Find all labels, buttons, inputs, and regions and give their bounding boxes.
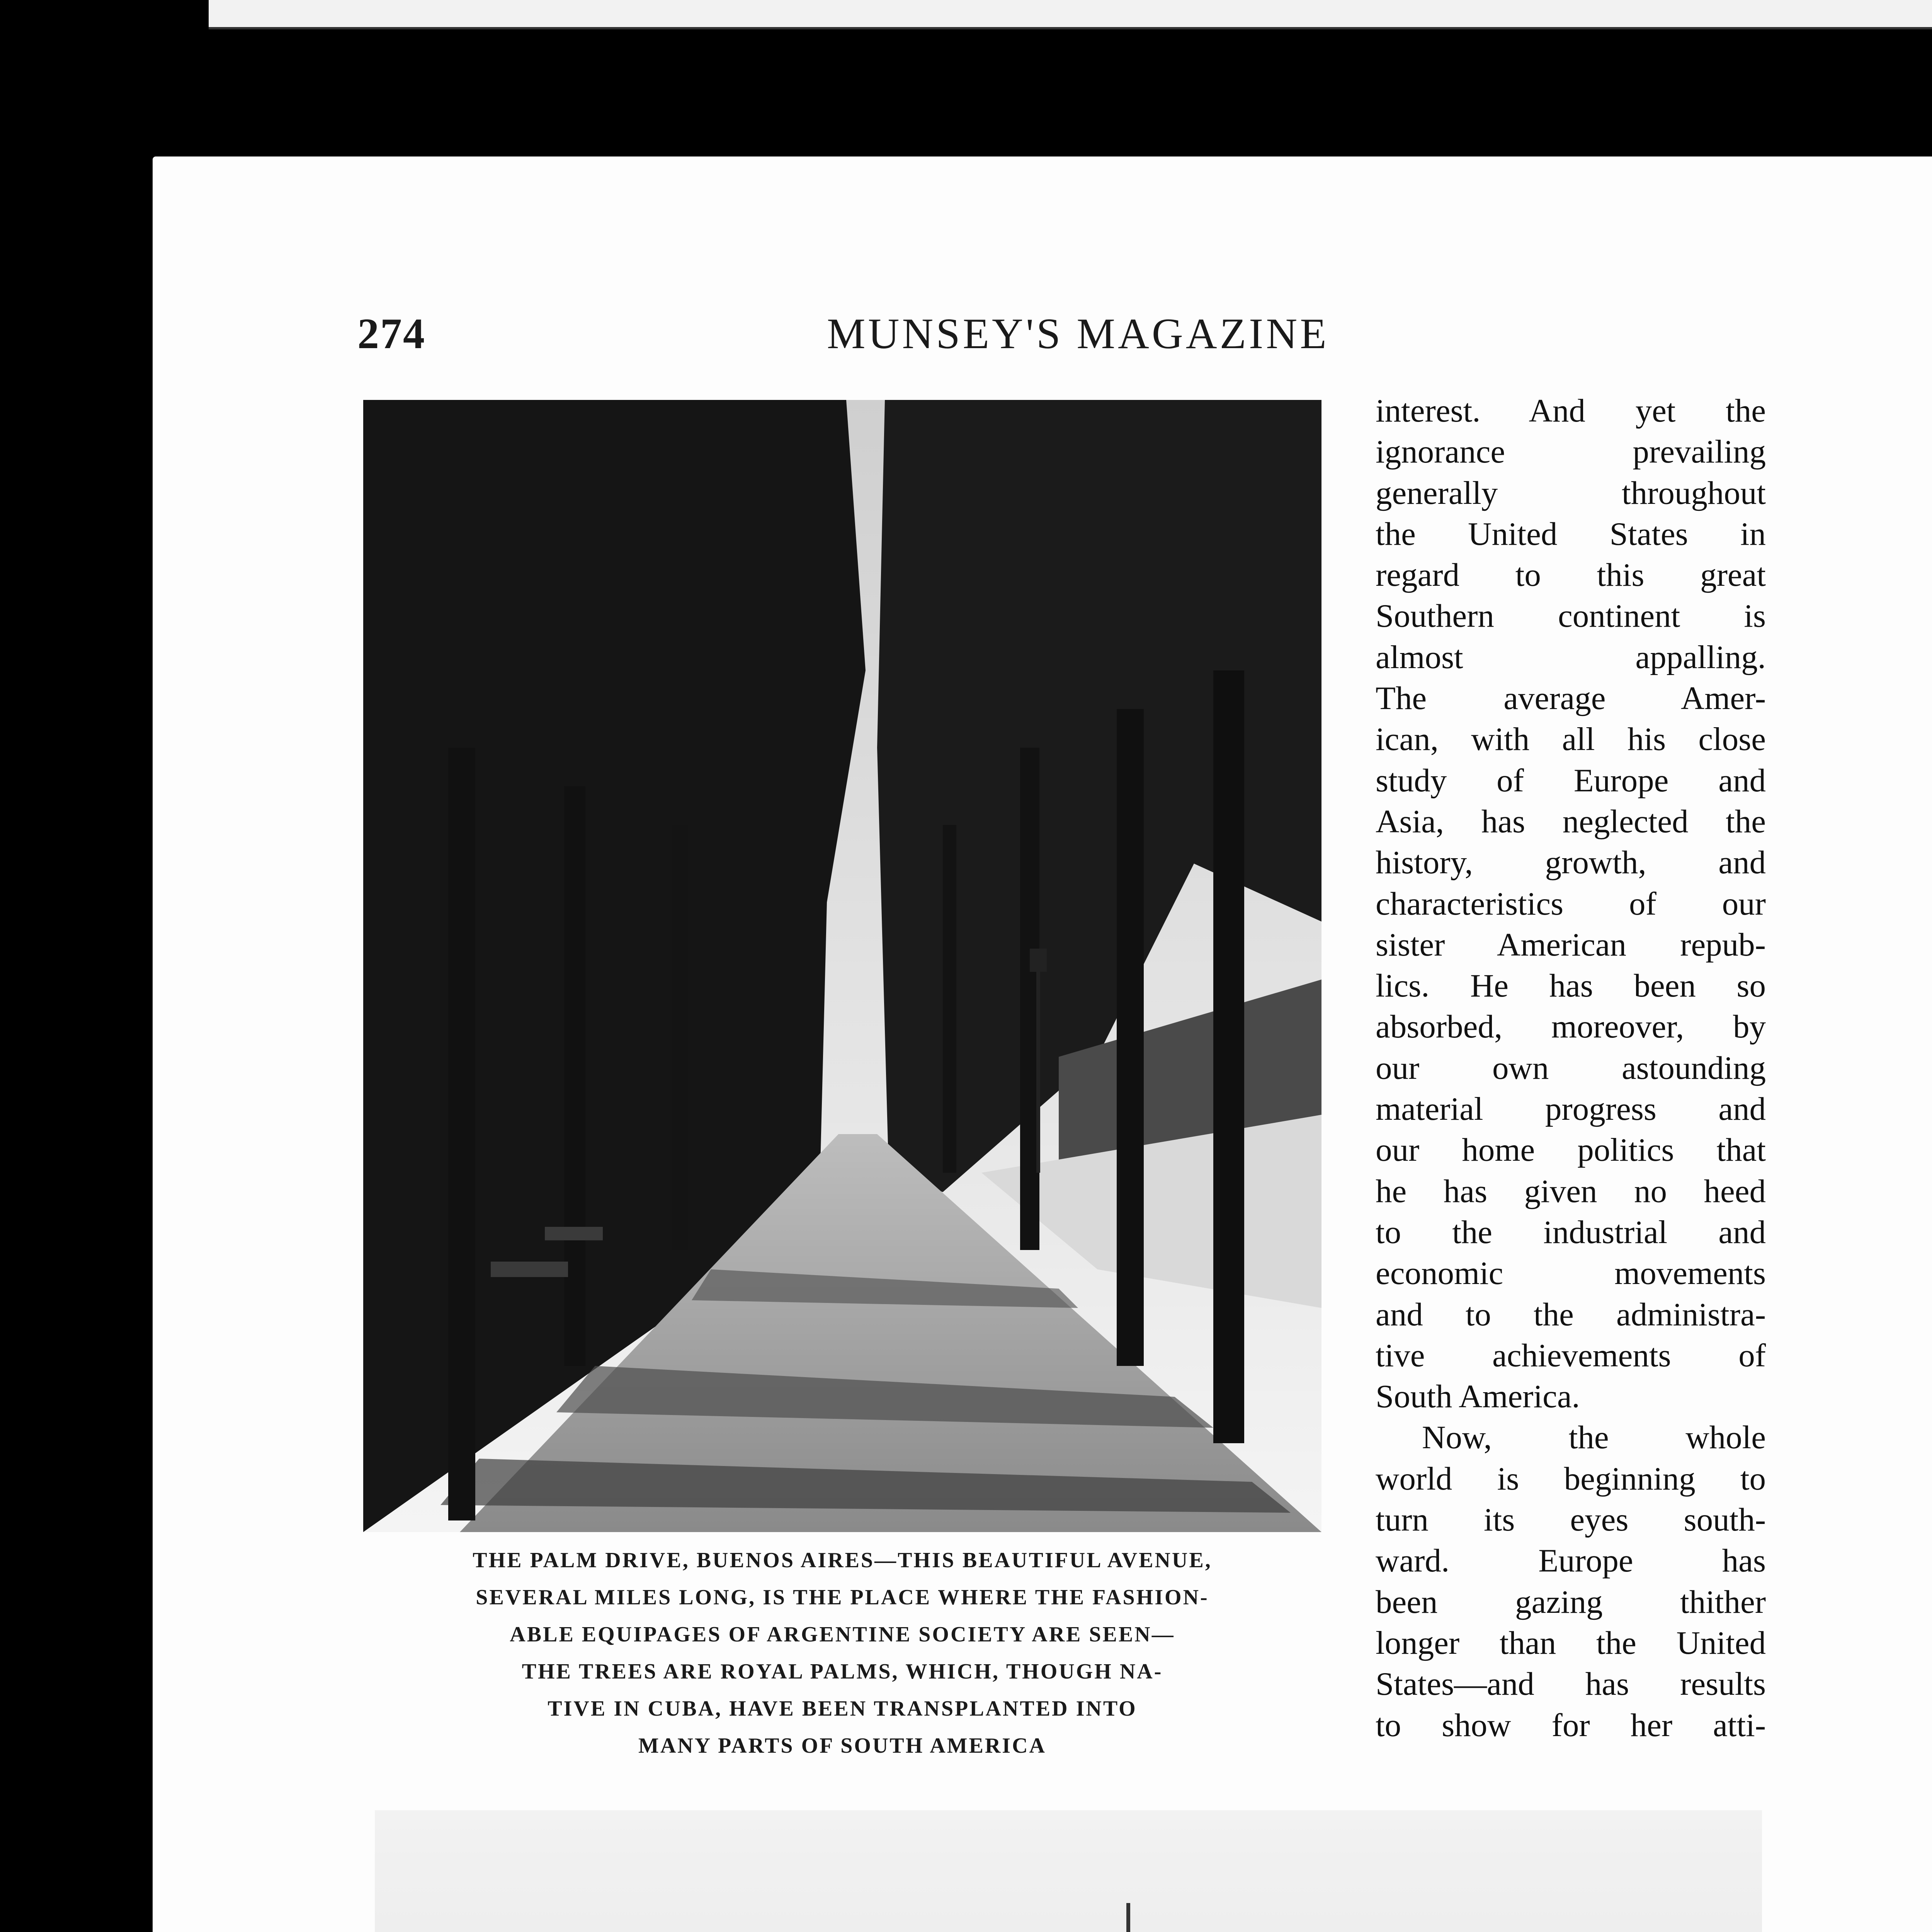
body-line: to show for her atti- [1376,1707,1766,1743]
palm-drive-photo [363,400,1321,1532]
body-line: economic movements [1376,1255,1766,1292]
caption-line: SEVERAL MILES LONG, IS THE PLACE WHERE THE FASHION- [476,1585,1209,1609]
body-line: interest. And yet the [1376,393,1766,429]
caption-line: THE TREES ARE ROYAL PALMS, WHICH, THOUGH NA- [522,1660,1163,1684]
body-line: Southern continent is [1376,598,1766,634]
body-line: world is beginning to [1376,1460,1766,1497]
body-line: the United States in [1376,515,1766,552]
body-line: sister American repub- [1376,926,1766,963]
jockey-club-photo [375,1810,1762,1932]
body-line: he has given no heed [1376,1173,1766,1209]
body-line: study of Europe and [1376,762,1766,799]
body-line: absorbed, moreover, by [1376,1009,1766,1045]
article-body-column [1376,390,1766,1746]
body-line: characteristics of our [1376,885,1766,922]
body-line: States—and has results [1376,1666,1766,1702]
body-line: our home politics that [1376,1132,1766,1168]
body-line: and to the administra- [1376,1296,1766,1333]
body-line: longer than the United [1376,1624,1766,1661]
caption-line: TIVE IN CUBA, HAVE BEEN TRANSPLANTED INTO [548,1697,1137,1721]
jockey-club-image [375,1810,1762,1932]
body-line: The average Amer- [1376,680,1766,717]
caption-line: THE PALM DRIVE, BUENOS AIRES—THIS BEAUTIFUL AVENUE, [473,1548,1212,1572]
body-line: to the industrial and [1376,1214,1766,1250]
body-line: Now, the whole [1422,1419,1766,1456]
body-line: turn its eyes south- [1376,1502,1766,1538]
body-line: Asia, has neglected the [1376,803,1766,840]
body-line: ignorance prevailing [1376,434,1766,470]
body-line: ican, with all his close [1376,721,1766,758]
body-line: generally throughout [1376,474,1766,511]
running-title: MUNSEY'S MAGAZINE [827,310,1329,358]
body-line: lics. He has been so [1376,968,1766,1004]
body-line: been gazing thither [1376,1583,1766,1620]
body-line: our own astounding [1376,1049,1766,1086]
page-number: 274 [357,310,426,358]
body-line: ward. Europe has [1376,1543,1766,1579]
body-line: almost appalling. [1376,639,1766,675]
body-line: South America. [1376,1378,1580,1415]
palm-drive-image [363,400,1321,1532]
caption-line: MANY PARTS OF SOUTH AMERICA [638,1734,1046,1758]
palm-drive-caption [363,1542,1321,1764]
body-line: regard to this great [1376,557,1766,594]
scanner-top-strip [209,0,1932,29]
body-line: material progress and [1376,1091,1766,1128]
body-line: tive achievements of [1376,1337,1766,1374]
body-line: history, growth, and [1376,844,1766,881]
caption-line: ABLE EQUIPAGES OF ARGENTINE SOCIETY ARE SEEN— [510,1622,1175,1646]
